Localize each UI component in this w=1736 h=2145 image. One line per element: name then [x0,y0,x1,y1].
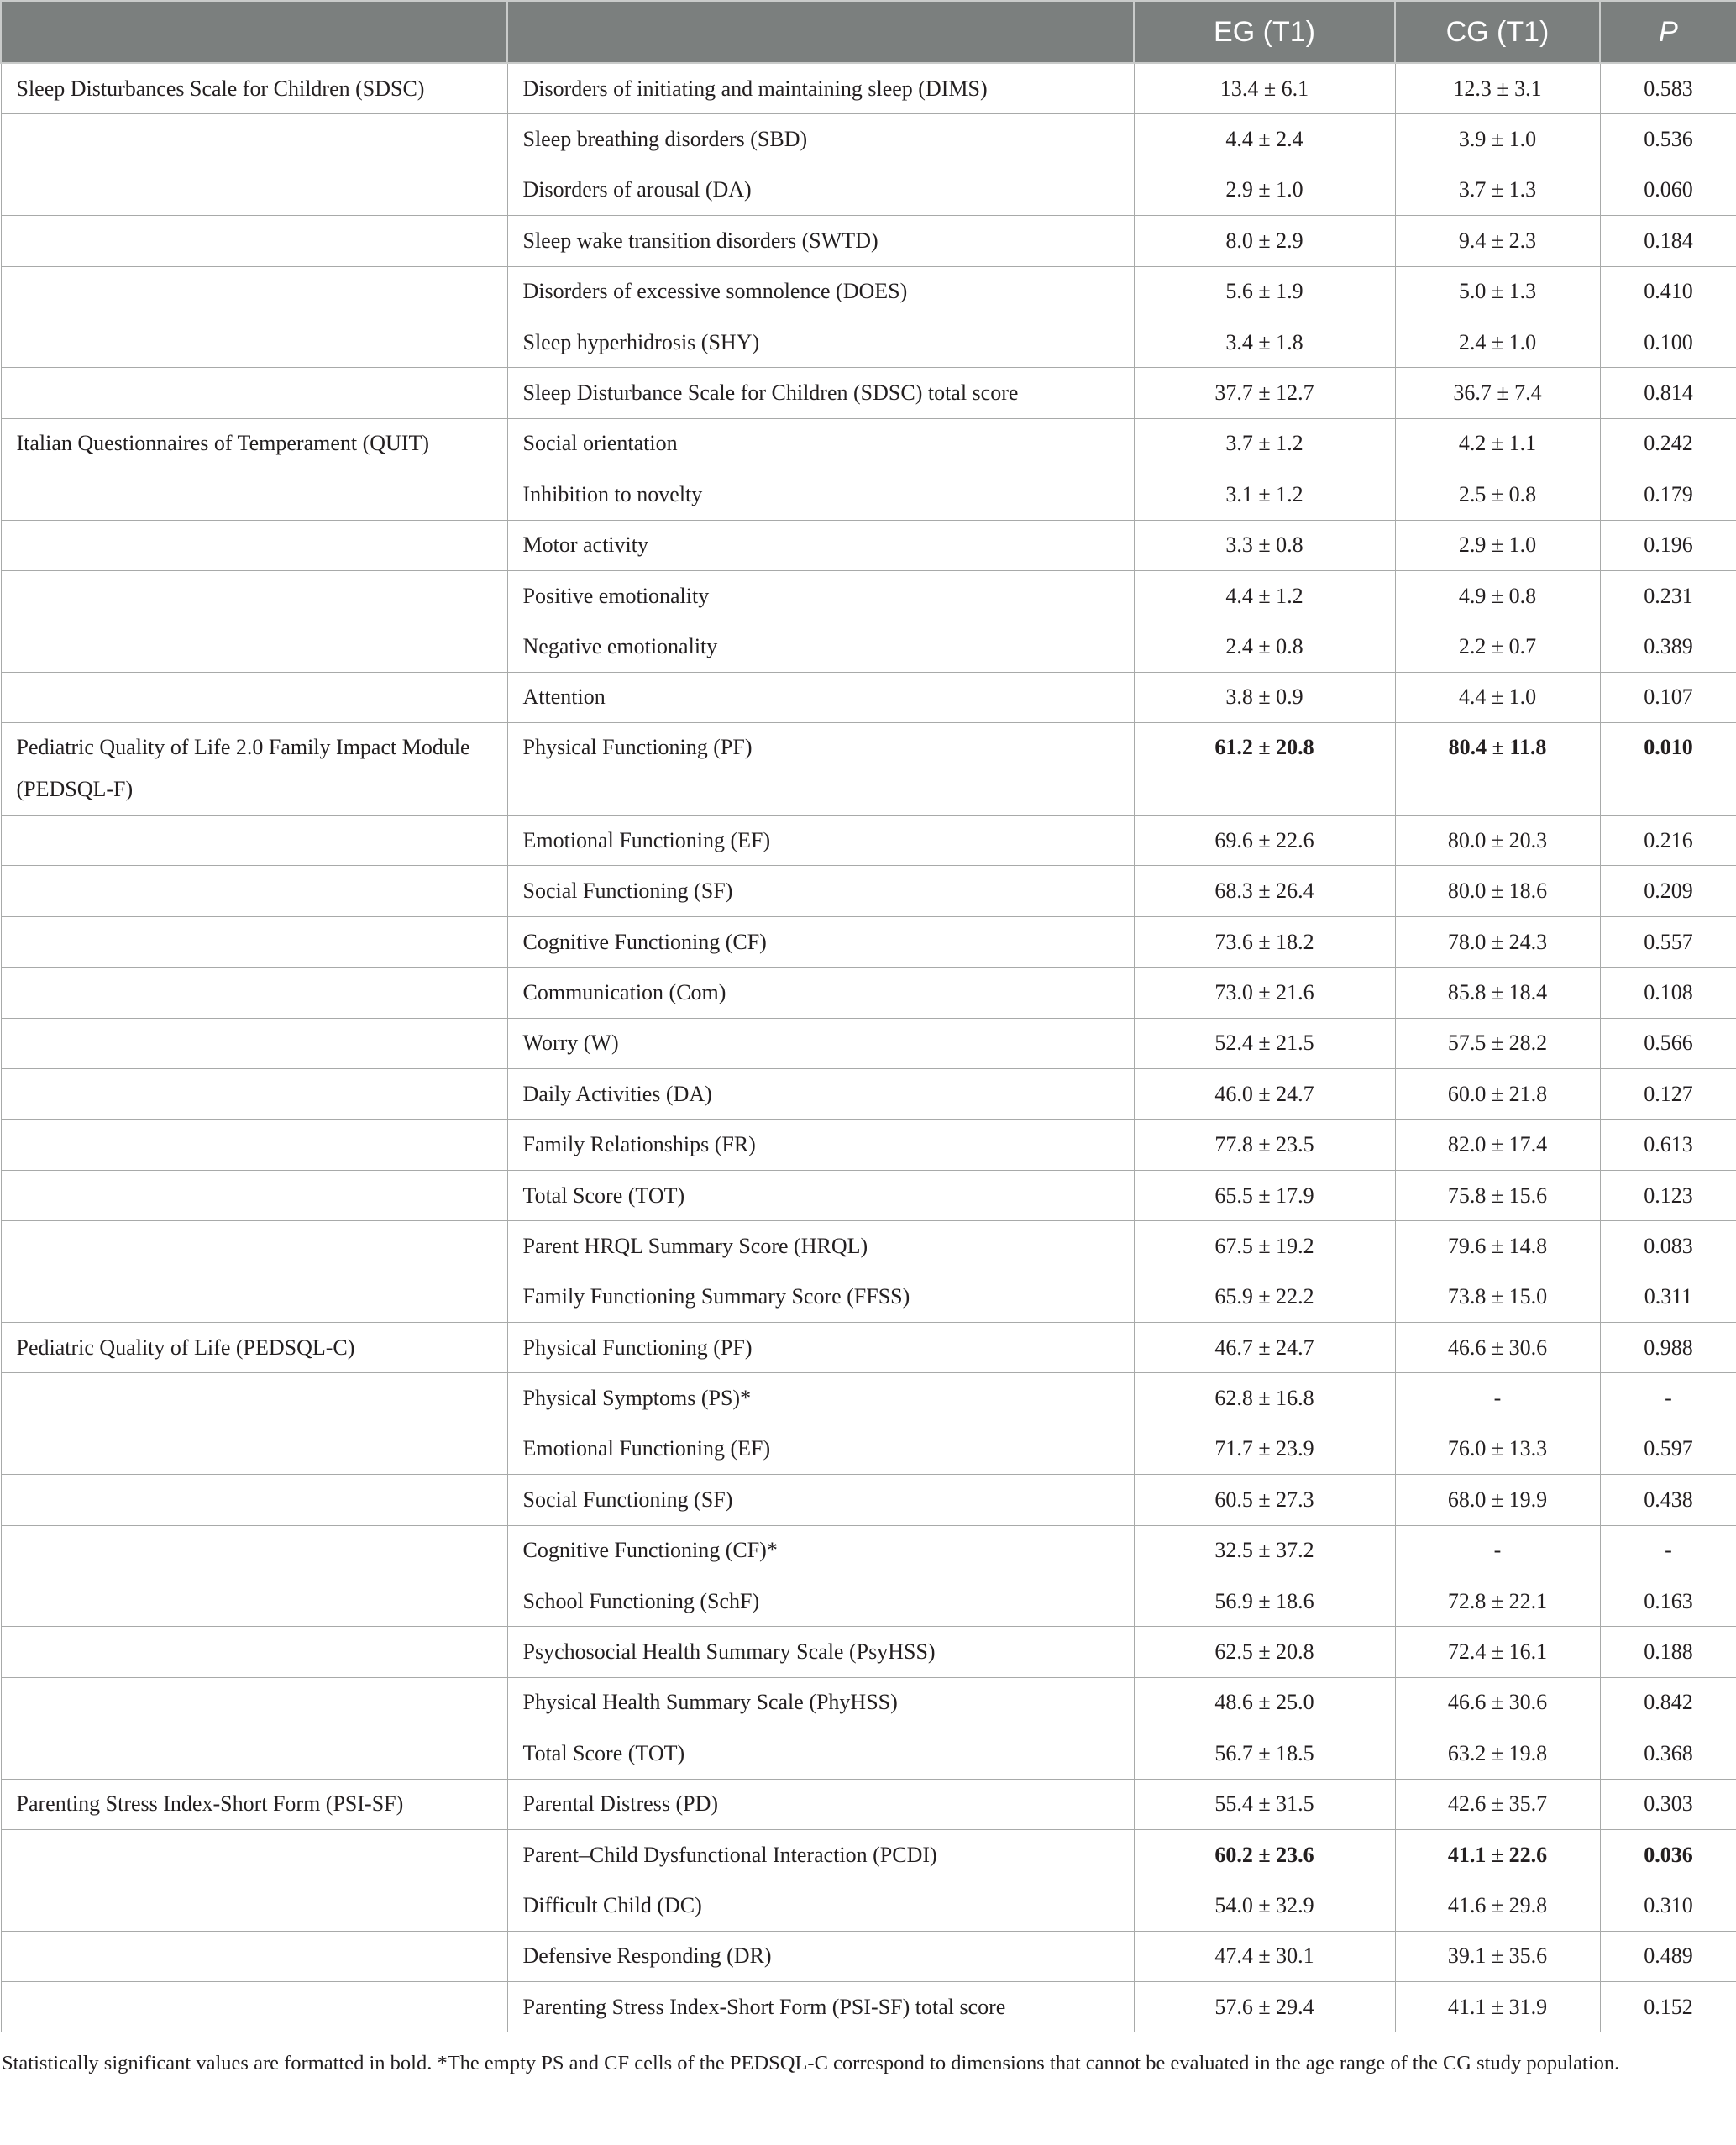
table-row [1,1728,1736,1779]
cg-value-cell: 41.6 ± 29.8 [1395,1880,1600,1931]
table-header [1,1,1736,63]
scale-cell [1,469,507,520]
table-row [1,723,1736,816]
cg-value-cell: 36.7 ± 7.4 [1395,368,1600,418]
table-row [1,621,1736,672]
dimension-cell: Social orientation [507,418,1134,469]
scale-cell [1,1475,507,1525]
eg-value-cell: 37.7 ± 12.7 [1134,368,1395,418]
table-row [1,1373,1736,1424]
dimension-cell: Parenting Stress Index-Short Form (PSI-SF) total score [507,1982,1134,2032]
cg-value-cell: 68.0 ± 19.9 [1395,1475,1600,1525]
dimension-cell: Sleep hyperhidrosis (SHY) [507,317,1134,367]
table-row [1,816,1736,866]
scale-cell: Italian Questionnaires of Temperament (QUIT) [1,418,507,469]
table-row [1,968,1736,1018]
header-eg-t1: EG (T1) [1134,1,1395,63]
eg-value-cell: 3.3 ± 0.8 [1134,520,1395,570]
p-value-cell: 0.311 [1600,1272,1736,1322]
p-value-cell: 0.179 [1600,469,1736,520]
cg-value-cell: 2.4 ± 1.0 [1395,317,1600,367]
cg-value-cell: 41.1 ± 22.6 [1395,1829,1600,1880]
scale-cell [1,1982,507,2032]
dimension-cell: Physical Health Summary Scale (PhyHSS) [507,1677,1134,1728]
p-value-cell: 0.209 [1600,866,1736,916]
table-row [1,1424,1736,1474]
scale-cell [1,816,507,866]
cg-value-cell: 4.9 ± 0.8 [1395,570,1600,621]
cg-value-cell: 46.6 ± 30.6 [1395,1322,1600,1372]
scale-cell [1,1018,507,1068]
eg-value-cell: 47.4 ± 30.1 [1134,1931,1395,1981]
header-scale [1,1,507,63]
eg-value-cell: 61.2 ± 20.8 [1134,723,1395,816]
dimension-cell: Emotional Functioning (EF) [507,1424,1134,1474]
p-value-cell: 0.368 [1600,1728,1736,1779]
eg-value-cell: 3.8 ± 0.9 [1134,672,1395,722]
dimension-cell: Sleep breathing disorders (SBD) [507,114,1134,165]
table-row [1,1677,1736,1728]
eg-value-cell: 5.6 ± 1.9 [1134,266,1395,317]
eg-value-cell: 2.9 ± 1.0 [1134,165,1395,215]
table-row [1,216,1736,266]
p-value-cell: 0.536 [1600,114,1736,165]
cg-value-cell: 63.2 ± 19.8 [1395,1728,1600,1779]
table-row [1,520,1736,570]
p-value-cell: 0.184 [1600,216,1736,266]
p-value-cell: 0.842 [1600,1677,1736,1728]
scale-cell [1,1373,507,1424]
table-row [1,114,1736,165]
cg-value-cell: 57.5 ± 28.2 [1395,1018,1600,1068]
scale-cell [1,368,507,418]
table-row [1,1829,1736,1880]
cg-value-cell: 79.6 ± 14.8 [1395,1221,1600,1272]
eg-value-cell: 3.7 ± 1.2 [1134,418,1395,469]
table-row [1,368,1736,418]
cg-value-cell: 80.4 ± 11.8 [1395,723,1600,816]
table-row [1,165,1736,215]
table-row [1,916,1736,967]
p-value-cell: 0.196 [1600,520,1736,570]
eg-value-cell: 71.7 ± 23.9 [1134,1424,1395,1474]
eg-value-cell: 4.4 ± 1.2 [1134,570,1395,621]
cg-value-cell: 9.4 ± 2.3 [1395,216,1600,266]
eg-value-cell: 68.3 ± 26.4 [1134,866,1395,916]
cg-value-cell: 5.0 ± 1.3 [1395,266,1600,317]
scale-cell [1,570,507,621]
eg-value-cell: 57.6 ± 29.4 [1134,1982,1395,2032]
scale-cell [1,1120,507,1170]
dimension-cell: Disorders of excessive somnolence (DOES) [507,266,1134,317]
eg-value-cell: 60.5 ± 27.3 [1134,1475,1395,1525]
table-row [1,1170,1736,1220]
dimension-cell: Parental Distress (PD) [507,1779,1134,1829]
p-value-cell: 0.060 [1600,165,1736,215]
p-value-cell: 0.108 [1600,968,1736,1018]
eg-value-cell: 65.9 ± 22.2 [1134,1272,1395,1322]
eg-value-cell: 65.5 ± 17.9 [1134,1170,1395,1220]
cg-value-cell: - [1395,1525,1600,1576]
table-row [1,1018,1736,1068]
table-row [1,1931,1736,1981]
table-row [1,1272,1736,1322]
dimension-cell: Total Score (TOT) [507,1728,1134,1779]
dimension-cell: Physical Functioning (PF) [507,723,1134,816]
eg-value-cell: 62.8 ± 16.8 [1134,1373,1395,1424]
scale-cell [1,1931,507,1981]
eg-value-cell: 77.8 ± 23.5 [1134,1120,1395,1170]
scale-cell [1,1424,507,1474]
scale-cell [1,866,507,916]
p-value-cell: 0.988 [1600,1322,1736,1372]
eg-value-cell: 52.4 ± 21.5 [1134,1018,1395,1068]
scale-cell [1,1525,507,1576]
table-row [1,63,1736,114]
dimension-cell: Positive emotionality [507,570,1134,621]
cg-value-cell: 3.9 ± 1.0 [1395,114,1600,165]
table-row [1,266,1736,317]
eg-value-cell: 13.4 ± 6.1 [1134,63,1395,114]
dimension-cell: Family Relationships (FR) [507,1120,1134,1170]
scale-cell [1,1728,507,1779]
eg-value-cell: 48.6 ± 25.0 [1134,1677,1395,1728]
cg-value-cell: 85.8 ± 18.4 [1395,968,1600,1018]
scale-cell: Sleep Disturbances Scale for Children (SDSC) [1,63,507,114]
p-value-cell: 0.036 [1600,1829,1736,1880]
p-value-cell: 0.566 [1600,1018,1736,1068]
scale-cell [1,1829,507,1880]
p-value-cell: 0.242 [1600,418,1736,469]
dimension-cell: Motor activity [507,520,1134,570]
scale-cell [1,1880,507,1931]
p-value-cell: 0.010 [1600,723,1736,816]
p-value-cell: 0.163 [1600,1576,1736,1626]
scale-cell [1,672,507,722]
scale-cell [1,165,507,215]
dimension-cell: Cognitive Functioning (CF) [507,916,1134,967]
dimension-cell: Disorders of initiating and maintaining sleep (DIMS) [507,63,1134,114]
scale-cell [1,968,507,1018]
table-row [1,1069,1736,1120]
cg-value-cell: 2.9 ± 1.0 [1395,520,1600,570]
table-row [1,866,1736,916]
cg-value-cell: 75.8 ± 15.6 [1395,1170,1600,1220]
eg-value-cell: 32.5 ± 37.2 [1134,1525,1395,1576]
dimension-cell: Inhibition to novelty [507,469,1134,520]
cg-value-cell: 72.8 ± 22.1 [1395,1576,1600,1626]
dimension-cell: Social Functioning (SF) [507,866,1134,916]
dimension-cell: Parent HRQL Summary Score (HRQL) [507,1221,1134,1272]
dimension-cell: Negative emotionality [507,621,1134,672]
dimension-cell: Attention [507,672,1134,722]
table-row [1,1120,1736,1170]
dimension-cell: Psychosocial Health Summary Scale (PsyHSS) [507,1627,1134,1677]
table-row [1,570,1736,621]
cg-value-cell: 4.4 ± 1.0 [1395,672,1600,722]
p-value-cell: 0.100 [1600,317,1736,367]
table-row [1,1525,1736,1576]
scale-cell [1,1576,507,1626]
scale-cell [1,216,507,266]
table-row [1,317,1736,367]
dimension-cell: Daily Activities (DA) [507,1069,1134,1120]
eg-value-cell: 4.4 ± 2.4 [1134,114,1395,165]
p-value-cell: 0.389 [1600,621,1736,672]
dimension-cell: Sleep Disturbance Scale for Children (SDSC) total score [507,368,1134,418]
eg-value-cell: 2.4 ± 0.8 [1134,621,1395,672]
table-row [1,1221,1736,1272]
eg-value-cell: 54.0 ± 32.9 [1134,1880,1395,1931]
p-value-cell: - [1600,1373,1736,1424]
p-value-cell: 0.814 [1600,368,1736,418]
scale-cell [1,1170,507,1220]
cg-value-cell: 2.5 ± 0.8 [1395,469,1600,520]
cg-value-cell: 4.2 ± 1.1 [1395,418,1600,469]
table-row [1,672,1736,722]
p-value-cell: 0.152 [1600,1982,1736,2032]
table-row [1,1982,1736,2032]
header-dimension [507,1,1134,63]
dimension-cell: Physical Functioning (PF) [507,1322,1134,1372]
eg-value-cell: 67.5 ± 19.2 [1134,1221,1395,1272]
header-cg-t1: CG (T1) [1395,1,1600,63]
eg-value-cell: 55.4 ± 31.5 [1134,1779,1395,1829]
table-row [1,1475,1736,1525]
cg-value-cell: 78.0 ± 24.3 [1395,916,1600,967]
p-value-cell: 0.127 [1600,1069,1736,1120]
p-value-cell: 0.231 [1600,570,1736,621]
scale-cell [1,1677,507,1728]
table-row [1,469,1736,520]
dimension-cell: Sleep wake transition disorders (SWTD) [507,216,1134,266]
dimension-cell: Cognitive Functioning (CF)* [507,1525,1134,1576]
eg-value-cell: 73.0 ± 21.6 [1134,968,1395,1018]
eg-value-cell: 60.2 ± 23.6 [1134,1829,1395,1880]
eg-value-cell: 56.9 ± 18.6 [1134,1576,1395,1626]
scale-cell [1,266,507,317]
scale-cell [1,621,507,672]
cg-value-cell: 46.6 ± 30.6 [1395,1677,1600,1728]
eg-value-cell: 3.1 ± 1.2 [1134,469,1395,520]
dimension-cell: Communication (Com) [507,968,1134,1018]
header-p-value: P [1600,1,1736,63]
scale-cell [1,1069,507,1120]
eg-value-cell: 46.7 ± 24.7 [1134,1322,1395,1372]
dimension-cell: School Functioning (SchF) [507,1576,1134,1626]
eg-value-cell: 69.6 ± 22.6 [1134,816,1395,866]
p-value-cell: 0.583 [1600,63,1736,114]
eg-value-cell: 73.6 ± 18.2 [1134,916,1395,967]
cg-value-cell: 41.1 ± 31.9 [1395,1982,1600,2032]
p-value-cell: 0.216 [1600,816,1736,866]
p-value-cell: 0.410 [1600,266,1736,317]
cg-value-cell: 73.8 ± 15.0 [1395,1272,1600,1322]
eg-value-cell: 8.0 ± 2.9 [1134,216,1395,266]
scale-cell: Parenting Stress Index-Short Form (PSI-SF) [1,1779,507,1829]
p-value-cell: 0.310 [1600,1880,1736,1931]
dimension-cell: Parent–Child Dysfunctional Interaction (PCDI) [507,1829,1134,1880]
cg-value-cell: 3.7 ± 1.3 [1395,165,1600,215]
dimension-cell: Total Score (TOT) [507,1170,1134,1220]
table-row [1,1627,1736,1677]
p-value-cell: - [1600,1525,1736,1576]
scale-cell: Pediatric Quality of Life (PEDSQL-C) [1,1322,507,1372]
p-value-cell: 0.188 [1600,1627,1736,1677]
table-row [1,1322,1736,1372]
eg-value-cell: 56.7 ± 18.5 [1134,1728,1395,1779]
cg-value-cell: 60.0 ± 21.8 [1395,1069,1600,1120]
scale-cell [1,114,507,165]
cg-value-cell: 12.3 ± 3.1 [1395,63,1600,114]
cg-value-cell: - [1395,1373,1600,1424]
scale-cell [1,1627,507,1677]
table-body [1,63,1736,2032]
cg-value-cell: 2.2 ± 0.7 [1395,621,1600,672]
dimension-cell: Social Functioning (SF) [507,1475,1134,1525]
p-value-cell: 0.083 [1600,1221,1736,1272]
header-row [1,1,1736,63]
cg-value-cell: 80.0 ± 20.3 [1395,816,1600,866]
scale-cell: Pediatric Quality of Life 2.0 Family Impact Module (PEDSQL-F) [1,723,507,816]
scale-cell [1,520,507,570]
p-value-cell: 0.557 [1600,916,1736,967]
p-value-cell: 0.597 [1600,1424,1736,1474]
cg-value-cell: 80.0 ± 18.6 [1395,866,1600,916]
dimension-cell: Disorders of arousal (DA) [507,165,1134,215]
cg-value-cell: 39.1 ± 35.6 [1395,1931,1600,1981]
dimension-cell: Worry (W) [507,1018,1134,1068]
table-footnote: Statistically significant values are formatted in bold. *The empty PS and CF cells of the PEDSQL-C correspond to dimensions that cannot be evaluated in the age range of the CG study population. [2,2052,1620,2075]
eg-value-cell: 62.5 ± 20.8 [1134,1627,1395,1677]
dimension-cell: Emotional Functioning (EF) [507,816,1134,866]
dimension-cell: Defensive Responding (DR) [507,1931,1134,1981]
cg-value-cell: 72.4 ± 16.1 [1395,1627,1600,1677]
dimension-cell: Physical Symptoms (PS)* [507,1373,1134,1424]
scale-cell [1,1221,507,1272]
dimension-cell: Difficult Child (DC) [507,1880,1134,1931]
scale-cell [1,317,507,367]
cg-value-cell: 82.0 ± 17.4 [1395,1120,1600,1170]
p-value-cell: 0.303 [1600,1779,1736,1829]
scale-cell [1,916,507,967]
p-value-cell: 0.107 [1600,672,1736,722]
p-value-cell: 0.123 [1600,1170,1736,1220]
table-row [1,1880,1736,1931]
scale-cell [1,1272,507,1322]
p-value-cell: 0.613 [1600,1120,1736,1170]
table-row [1,418,1736,469]
dimension-cell: Family Functioning Summary Score (FFSS) [507,1272,1134,1322]
p-value-cell: 0.489 [1600,1931,1736,1981]
p-value-cell: 0.438 [1600,1475,1736,1525]
eg-value-cell: 3.4 ± 1.8 [1134,317,1395,367]
eg-value-cell: 46.0 ± 24.7 [1134,1069,1395,1120]
table-row [1,1576,1736,1626]
cg-value-cell: 42.6 ± 35.7 [1395,1779,1600,1829]
table-row [1,1779,1736,1829]
cg-value-cell: 76.0 ± 13.3 [1395,1424,1600,1474]
